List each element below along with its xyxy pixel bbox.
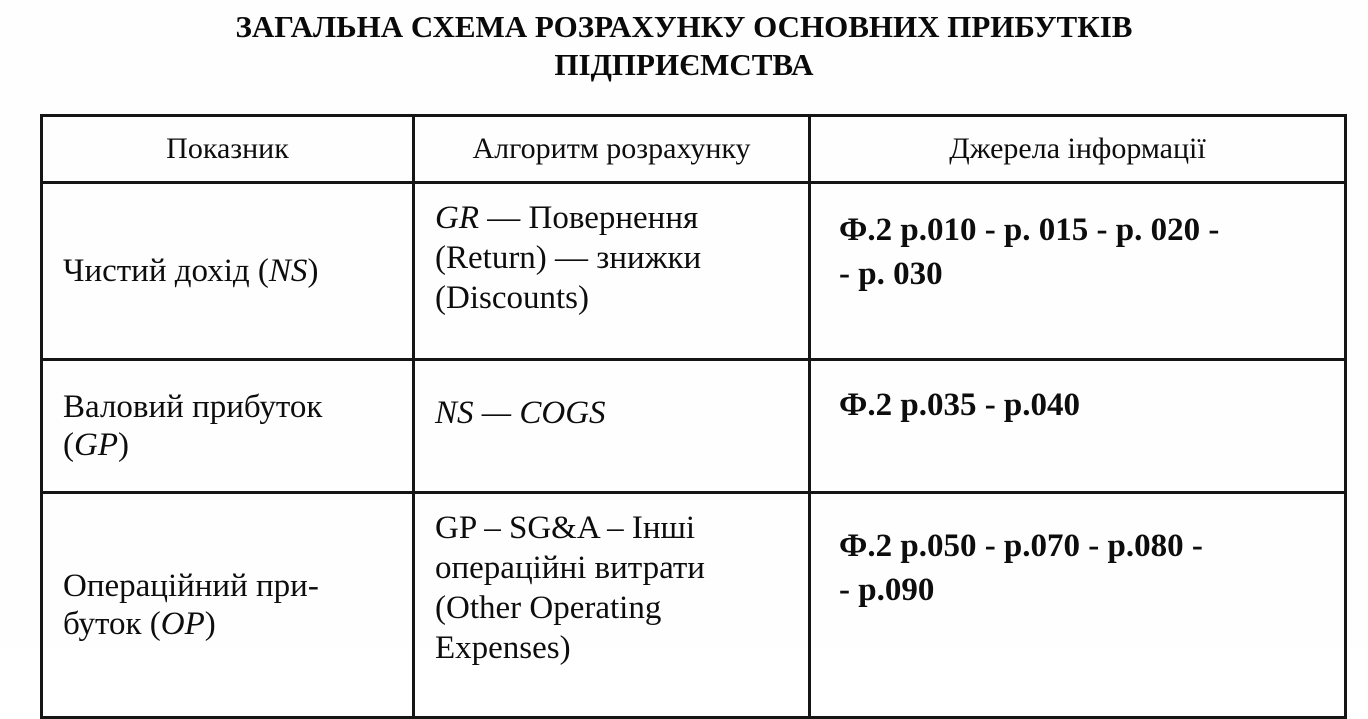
source-line: Ф.2 р.050 - р.070 - р.080 -: [839, 528, 1203, 564]
indicator-text: буток (: [63, 606, 161, 642]
algorithm-line: Expenses): [435, 630, 571, 666]
source-line: - р. 030: [839, 256, 943, 292]
algorithm-text: — Повернення: [479, 200, 699, 236]
profit-scheme-table: [40, 114, 1347, 719]
source-line: Ф.2 р.035 - р.040: [839, 387, 1081, 423]
algorithm-line: (Discounts): [435, 280, 589, 316]
algorithm-line: [435, 198, 792, 238]
source-line: Ф.2 р.010 - р. 015 - р. 020 -: [839, 212, 1220, 248]
indicator-paren: ): [118, 427, 129, 463]
indicator-text: Валовий прибуток: [63, 389, 323, 425]
indicator-abbr: GP: [74, 427, 118, 463]
indicator-paren: ): [307, 253, 319, 289]
cell-indicator-gross-profit: [42, 360, 414, 493]
cell-indicator-operating-profit: [42, 493, 414, 718]
cell-source-net-sales: [810, 183, 1346, 360]
algorithm-line: GP – SG&A – Інші: [435, 510, 696, 546]
cell-algorithm-gross-profit: [414, 360, 810, 493]
table-row-operating-profit: [42, 493, 1346, 718]
table-header-row: [42, 116, 1346, 183]
document-title: [0, 8, 1368, 84]
algorithm-line: (Return) — знижки: [435, 240, 702, 276]
algorithm-line: (Other Operating: [435, 590, 662, 626]
header-sources: Джерела інформації: [810, 116, 1346, 183]
indicator-text: Чистий дохід (: [63, 253, 269, 289]
algorithm-abbr: GR: [435, 200, 479, 236]
indicator-abbr-line: [63, 605, 396, 643]
source-line: - р.090: [839, 572, 935, 608]
indicator-paren: ): [204, 606, 216, 642]
header-algorithm: Алгоритм розрахунку: [414, 116, 810, 183]
table-row-gross-profit: [42, 360, 1346, 493]
indicator-abbr-line: [63, 426, 396, 464]
cell-algorithm-net-sales: [414, 183, 810, 360]
indicator-abbr: OP: [160, 606, 205, 642]
table-row-net-sales: [42, 183, 1346, 360]
indicator-text: Операційний при-: [63, 568, 319, 604]
cell-source-operating-profit: [810, 493, 1346, 718]
cell-algorithm-operating-profit: [414, 493, 810, 718]
profit-scheme-table-container: [40, 114, 1344, 666]
algorithm-formula: NS — COGS: [435, 395, 606, 431]
header-indicator: Показник: [42, 116, 414, 183]
indicator-abbr: NS: [268, 253, 308, 289]
algorithm-line: операційні витрати: [435, 550, 705, 586]
title-line-1: ЗАГАЛЬНА СХЕМА РОЗРАХУНКУ ОСНОВНИХ ПРИБУТКІВ: [235, 9, 1133, 44]
title-line-2: ПІДПРИЄМСТВА: [554, 47, 814, 82]
cell-indicator-net-sales: [42, 183, 414, 360]
cell-source-gross-profit: [810, 360, 1346, 493]
indicator-paren: (: [63, 427, 74, 463]
